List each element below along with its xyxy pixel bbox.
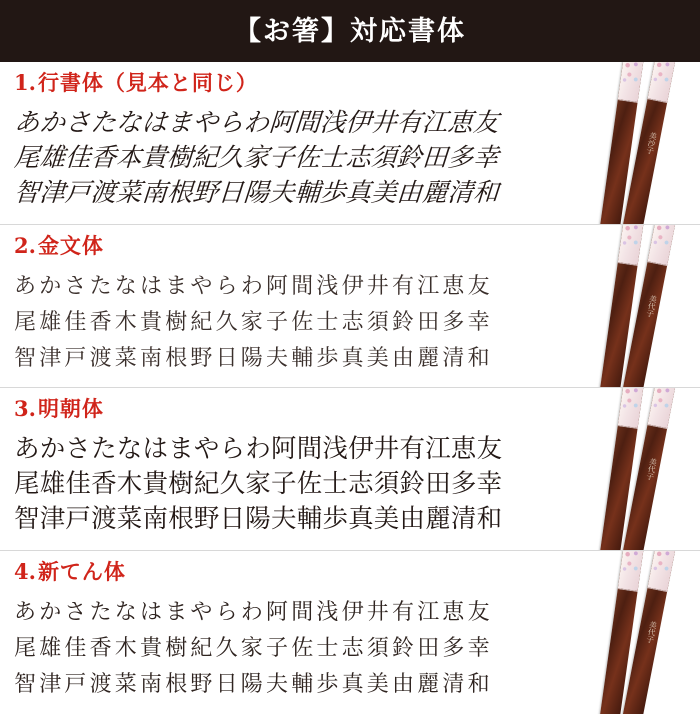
section-heading [0, 72, 700, 106]
glyph-sample-block [0, 432, 700, 537]
glyph-line: 智津戸渡菜南根野日陽夫輔歩真美由麗清和 [14, 346, 493, 371]
page-header [0, 0, 700, 62]
glyph-line: 尾雄佳香本貴樹紀久家子佐士志須鈴田多幸 [12, 143, 500, 173]
section-heading [0, 561, 700, 595]
section-heading [0, 235, 700, 269]
section-font-name: 金文体 [37, 234, 104, 258]
glyph-sample-block [0, 595, 700, 703]
section-font-name: 新てん体 [37, 560, 126, 584]
chopstick-engraving: 美沙子 [645, 130, 659, 155]
glyph-line: 智津戸渡菜南根野日陽夫輔歩真美由麗清和 [12, 178, 500, 208]
glyph-line: 智津戸渡菜南根野日陽夫輔歩真美由麗清和 [14, 504, 503, 534]
glyph-line: 尾雄佳香木貴樹紀久家子佐士志須鈴田多幸 [14, 310, 493, 335]
chopstick-engraving: 美代子 [645, 293, 659, 318]
section-font-name: 明朝体 [37, 397, 104, 421]
section-heading [0, 398, 700, 432]
glyph-sample-block [0, 106, 700, 211]
glyph-line: あかさたなはまやらわ阿間浅伊井有江恵友 [12, 108, 500, 138]
section-number: 4. [14, 559, 36, 584]
font-section-2 [0, 225, 700, 388]
chopstick-engraving: 美代子 [645, 456, 659, 481]
glyph-sample-block [0, 269, 700, 377]
font-section-3 [0, 388, 700, 551]
glyph-line: あかさたなはまやらわ阿間浅伊井有江恵友 [14, 600, 493, 625]
section-number: 2. [14, 233, 36, 258]
font-section-1 [0, 62, 700, 225]
glyph-line: 智津戸渡菜南根野日陽夫輔歩真美由麗清和 [14, 672, 493, 697]
chopstick-engraving: 美代子 [645, 619, 659, 644]
glyph-line: あかさたなはまやらわ阿間浅伊井有江恵友 [14, 434, 503, 464]
section-number: 1. [14, 70, 36, 95]
section-font-name: 行書体（見本と同じ） [37, 71, 258, 95]
glyph-line: 尾雄佳香木貴樹紀久家子佐士志須鈴田多幸 [14, 636, 493, 661]
glyph-line: 尾雄佳香木貴樹紀久家子佐士志須鈴田多幸 [14, 469, 503, 499]
font-section-4 [0, 551, 700, 714]
page-title: 【お箸】対応書体 [234, 15, 466, 47]
glyph-line: あかさたなはまやらわ阿間浅伊井有江恵友 [14, 274, 493, 299]
section-number: 3. [14, 396, 36, 421]
